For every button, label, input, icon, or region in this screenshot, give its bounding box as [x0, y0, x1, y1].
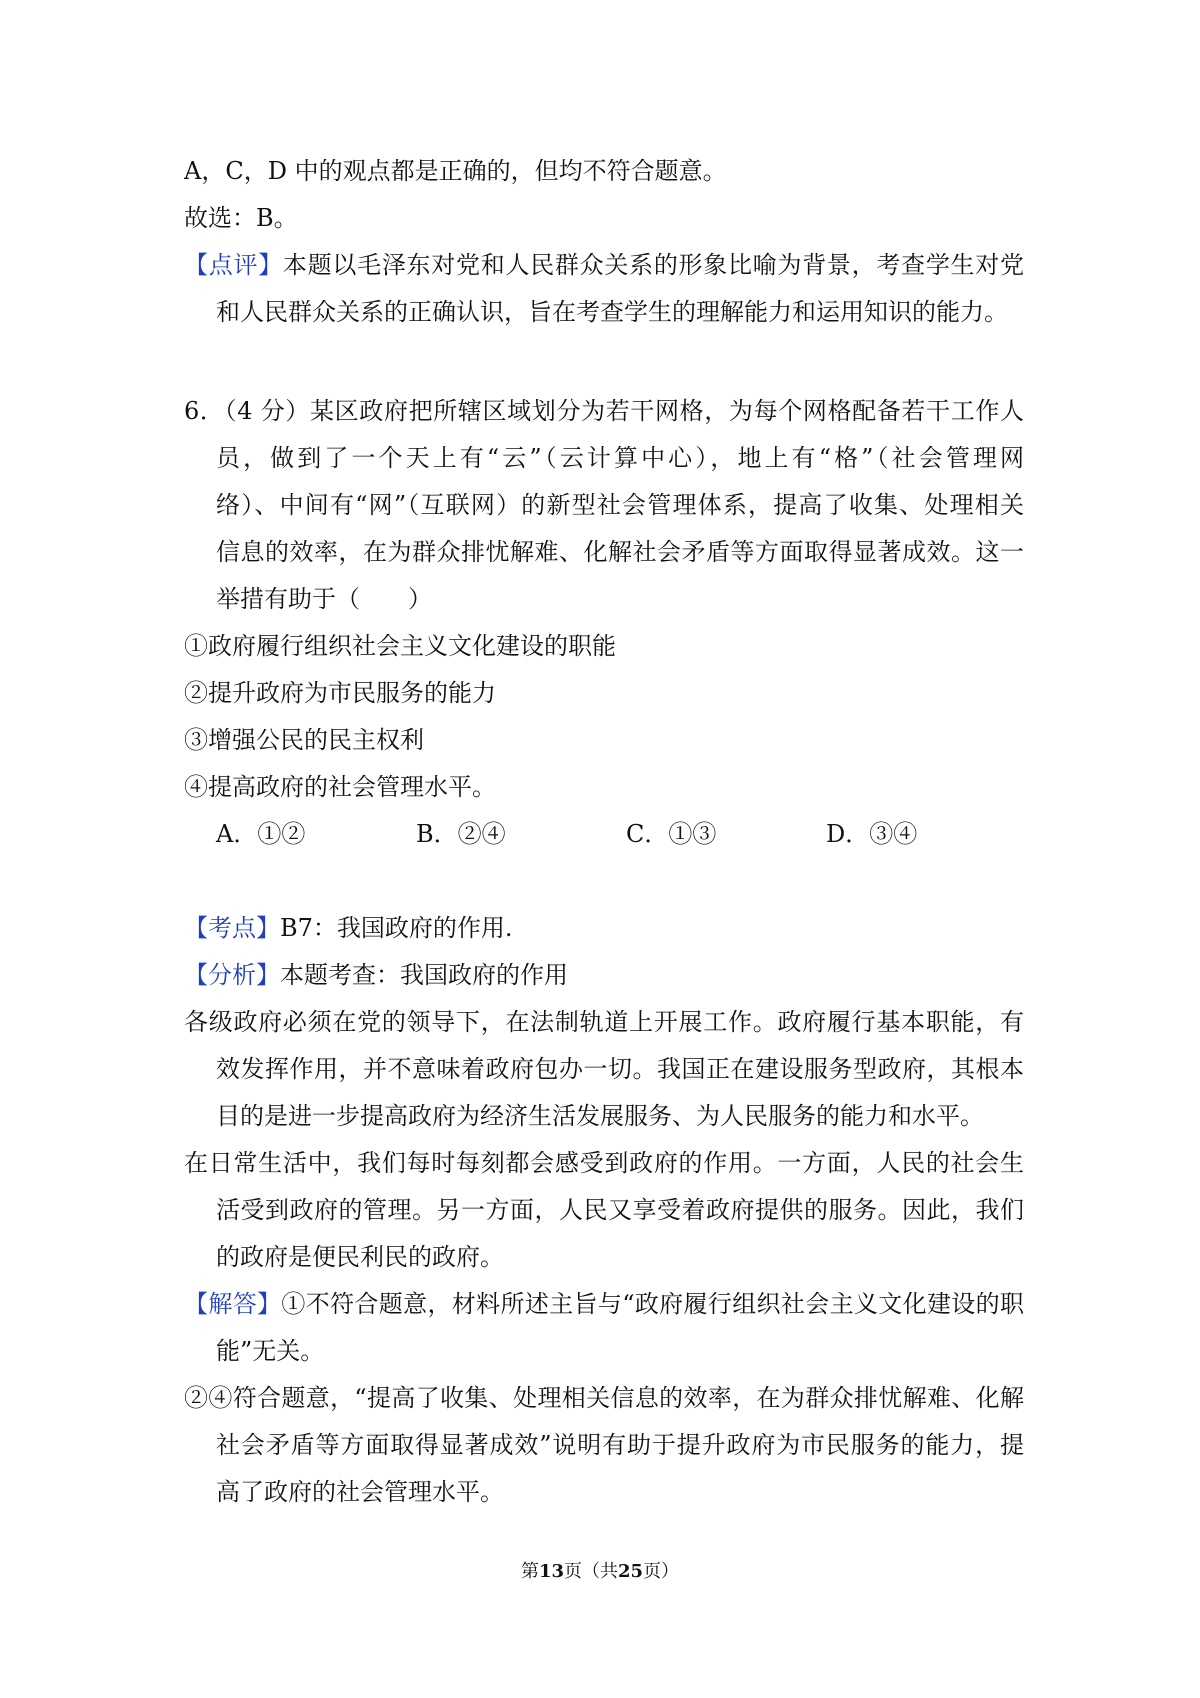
- analysis-para2-line-2: 活受到政府的管理。另一方面，人民又享受着政府提供的服务。因此，我们: [216, 1196, 1024, 1224]
- jieda-line-2: 能”无关。: [216, 1337, 325, 1365]
- analysis-para1-line-3: 目的是进一步提高政府为经济生活发展服务、为人民服务的能力和水平。: [216, 1102, 984, 1130]
- prev-comment-line-2: 和人民群众关系的正确认识，旨在考查学生的理解能力和运用知识的能力。: [216, 298, 1008, 326]
- fenxi-text: 本题考查：我国政府的作用: [280, 961, 568, 989]
- analysis-para3-line-3: 高了政府的社会管理水平。: [216, 1478, 504, 1506]
- comment-text: 本题以毛泽东对党和人民群众关系的形象比喻为背景，考查学生对党: [282, 251, 1024, 279]
- fenxi-tag: 【分析】: [184, 961, 280, 989]
- option-c: C．①③: [626, 820, 717, 848]
- page-footer: [0, 1560, 1200, 1584]
- footer-middle: 页（共: [564, 1561, 618, 1582]
- prev-answer-line: 故选：B。: [184, 204, 298, 232]
- q6-stem-line-3: 络）、中间有“网”（互联网）的新型社会管理体系，提高了收集、处理相关: [216, 491, 1024, 519]
- footer-page-number: 13: [538, 1561, 564, 1582]
- q6-statement-1: ①政府履行组织社会主义文化建设的职能: [184, 632, 616, 660]
- q6-statement-3: ③增强公民的民主权利: [184, 726, 424, 754]
- option-b: B．②④: [416, 820, 506, 848]
- kaodian-text: B7：我国政府的作用.: [280, 914, 513, 942]
- analysis-para2-line-1: 在日常生活中，我们每时每刻都会感受到政府的作用。一方面，人民的社会生: [184, 1149, 1024, 1177]
- jieda-line-1: [184, 1288, 1024, 1320]
- footer-prefix: 第: [520, 1561, 539, 1582]
- jieda-tag: 【解答】: [184, 1290, 282, 1318]
- comment-tag: 【点评】: [184, 251, 283, 279]
- analysis-para3-line-1: ②④符合题意，“提高了收集、处理相关信息的效率，在为群众排忧解难、化解: [184, 1384, 1024, 1412]
- footer-suffix: 页）: [643, 1561, 680, 1582]
- analysis-para1-line-2: 效发挥作用，并不意味着政府包办一切。我国正在建设服务型政府，其根本: [216, 1055, 1024, 1083]
- q6-statement-4: ④提高政府的社会管理水平。: [184, 773, 496, 801]
- q6-options: [216, 818, 1024, 850]
- q6-statement-2: ②提升政府为市民服务的能力: [184, 679, 496, 707]
- q6-stem-line-5: 举措有助于（ ）: [216, 585, 432, 613]
- option-d: D．③④: [826, 820, 918, 848]
- prev-explanation-line: A，C，D 中的观点都是正确的，但均不符合题意。: [184, 157, 727, 185]
- q6-stem-line-4: 信息的效率，在为群众排忧解难、化解社会矛盾等方面取得显著成效。这一: [216, 538, 1024, 566]
- prev-comment-line-1: [184, 249, 1024, 281]
- analysis-para3-line-2: 社会矛盾等方面取得显著成效”说明有助于提升政府为市民服务的能力，提: [216, 1431, 1024, 1459]
- fenxi-line: [184, 959, 1024, 991]
- kaodian-line: [184, 912, 1024, 944]
- analysis-para2-line-3: 的政府是便民利民的政府。: [216, 1243, 504, 1271]
- q6-stem-line-2: 员，做到了一个天上有“云”（云计算中心），地上有“格”（社会管理网: [216, 444, 1024, 472]
- kaodian-tag: 【考点】: [184, 914, 280, 942]
- analysis-para1-line-1: 各级政府必须在党的领导下，在法制轨道上开展工作。政府履行基本职能，有: [184, 1008, 1024, 1036]
- q6-stem-line-1: 6．（4 分）某区政府把所辖区域划分为若干网格，为每个网格配备若干工作人: [184, 397, 1024, 425]
- footer-total-pages: 25: [618, 1561, 644, 1582]
- jieda-text: ①不符合题意，材料所述主旨与“政府履行组织社会主义文化建设的职: [281, 1290, 1024, 1318]
- option-a: A．①②: [216, 820, 306, 848]
